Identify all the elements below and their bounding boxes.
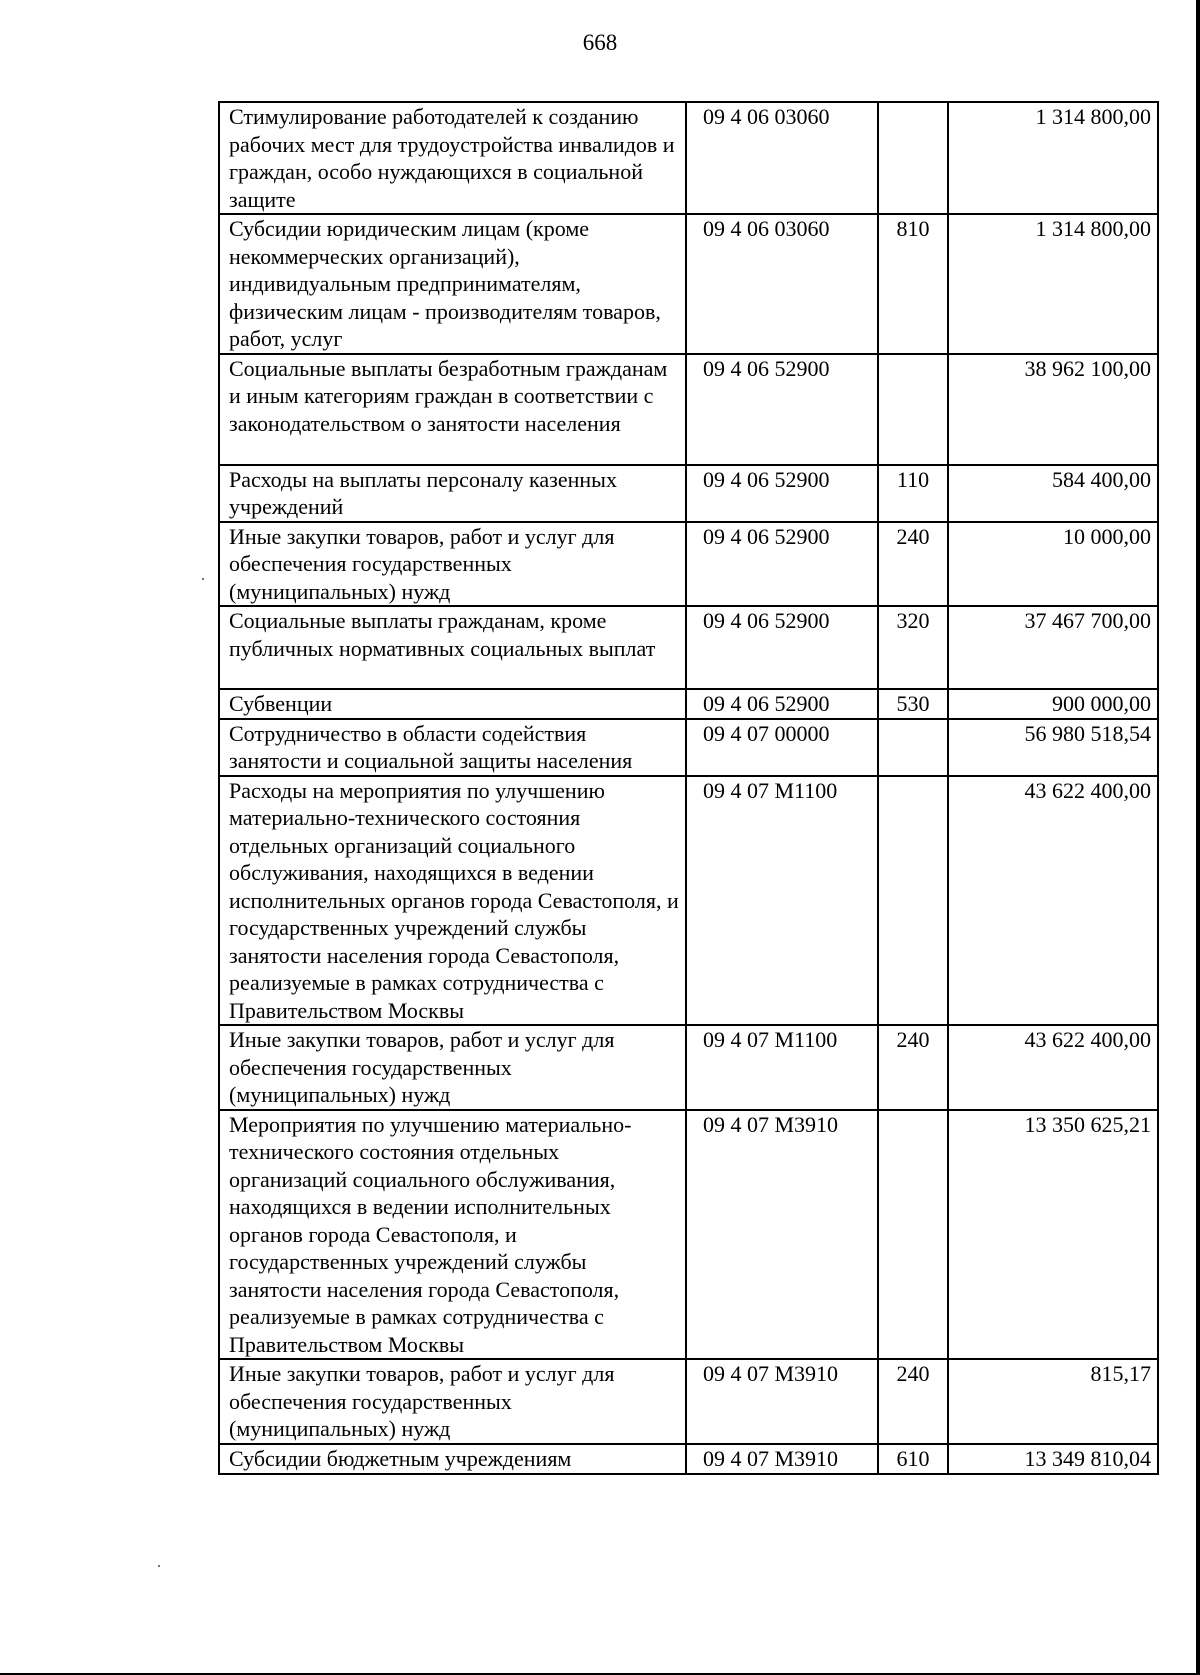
row-code: 09 4 06 52900 — [686, 689, 878, 719]
row-name: Социальные выплаты гражданам, кроме публичных нормативных социальных выплат — [219, 606, 686, 689]
row-expense-type: 110 — [878, 465, 948, 522]
row-amount: 43 622 400,00 — [948, 776, 1158, 1026]
row-name: Субсидии бюджетным учреждениям — [219, 1444, 686, 1474]
row-amount: 584 400,00 — [948, 465, 1158, 522]
row-name: Субсидии юридическим лицам (кроме некоммерческих организаций), индивидуальным предпринимателям, физическим лицам - производителям товаров, работ, услуг — [219, 214, 686, 354]
row-name: Мероприятия по улучшению материально-технического состояния отдельных организаций социального обслуживания, находящихся в ведении исполнительных органов города Севастополя, и государственных учреждений службы занятости населения города Севастополя, реализуемые в рамках сотрудничества с Правительством Москвы — [219, 1110, 686, 1360]
row-name: Расходы на выплаты персоналу казенных учреждений — [219, 465, 686, 522]
row-name: Сотрудничество в области содействия занятости и социальной защиты населения — [219, 719, 686, 776]
row-code: 09 4 06 52900 — [686, 606, 878, 689]
row-expense-type — [878, 102, 948, 214]
scan-right-edge — [1196, 0, 1200, 1675]
budget-table-body — [219, 102, 1158, 1474]
row-expense-type — [878, 719, 948, 776]
row-amount: 38 962 100,00 — [948, 354, 1158, 465]
row-amount: 43 622 400,00 — [948, 1025, 1158, 1110]
row-amount: 10 000,00 — [948, 522, 1158, 607]
table-row — [219, 1025, 1158, 1110]
scan-speck — [202, 578, 204, 580]
row-code: 09 4 07 М1100 — [686, 776, 878, 1026]
row-amount: 13 350 625,21 — [948, 1110, 1158, 1360]
table-row — [219, 522, 1158, 607]
table-row — [219, 776, 1158, 1026]
row-expense-type: 530 — [878, 689, 948, 719]
row-expense-type — [878, 354, 948, 465]
row-amount: 900 000,00 — [948, 689, 1158, 719]
page-number: 668 — [582, 30, 618, 55]
table-row — [219, 606, 1158, 689]
row-expense-type: 240 — [878, 1359, 948, 1444]
row-expense-type: 610 — [878, 1444, 948, 1474]
row-amount: 1 314 800,00 — [948, 214, 1158, 354]
row-name: Социальные выплаты безработным гражданам и иным категориям граждан в соответствии с законодательством о занятости населения — [219, 354, 686, 465]
table-row — [219, 689, 1158, 719]
budget-table — [218, 101, 1159, 1475]
row-name: Иные закупки товаров, работ и услуг для обеспечения государственных (муниципальных) нужд — [219, 1025, 686, 1110]
row-code: 09 4 07 М3910 — [686, 1444, 878, 1474]
row-code: 09 4 07 М1100 — [686, 1025, 878, 1110]
row-name: Расходы на мероприятия по улучшению материально-технического состояния отдельных организаций социального обслуживания, находящихся в ведении исполнительных органов города Севастополя, и государственных учреждений службы занятости населения города Севастополя, реализуемые в рамках сотрудничества с Правительством Москвы — [219, 776, 686, 1026]
table-row — [219, 1444, 1158, 1474]
row-code: 09 4 06 52900 — [686, 354, 878, 465]
row-code: 09 4 06 52900 — [686, 522, 878, 607]
row-expense-type — [878, 776, 948, 1026]
table-row — [219, 465, 1158, 522]
row-amount: 37 467 700,00 — [948, 606, 1158, 689]
row-code: 09 4 07 М3910 — [686, 1359, 878, 1444]
row-amount: 1 314 800,00 — [948, 102, 1158, 214]
row-amount: 56 980 518,54 — [948, 719, 1158, 776]
row-code: 09 4 07 М3910 — [686, 1110, 878, 1360]
row-expense-type: 320 — [878, 606, 948, 689]
row-expense-type: 240 — [878, 1025, 948, 1110]
row-name: Стимулирование работодателей к созданию рабочих мест для трудоустройства инвалидов и граждан, особо нуждающихся в социальной защите — [219, 102, 686, 214]
row-expense-type — [878, 1110, 948, 1360]
scan-speck — [158, 1565, 160, 1567]
table-row — [219, 214, 1158, 354]
row-name: Субвенции — [219, 689, 686, 719]
table-row — [219, 1110, 1158, 1360]
row-amount: 13 349 810,04 — [948, 1444, 1158, 1474]
row-name: Иные закупки товаров, работ и услуг для обеспечения государственных (муниципальных) нужд — [219, 522, 686, 607]
row-code: 09 4 07 00000 — [686, 719, 878, 776]
row-name: Иные закупки товаров, работ и услуг для обеспечения государственных (муниципальных) нужд — [219, 1359, 686, 1444]
row-code: 09 4 06 03060 — [686, 214, 878, 354]
row-expense-type: 240 — [878, 522, 948, 607]
row-expense-type: 810 — [878, 214, 948, 354]
row-code: 09 4 06 52900 — [686, 465, 878, 522]
row-code: 09 4 06 03060 — [686, 102, 878, 214]
table-row — [219, 1359, 1158, 1444]
table-row — [219, 102, 1158, 214]
row-amount: 815,17 — [948, 1359, 1158, 1444]
table-row — [219, 719, 1158, 776]
table-row — [219, 354, 1158, 465]
